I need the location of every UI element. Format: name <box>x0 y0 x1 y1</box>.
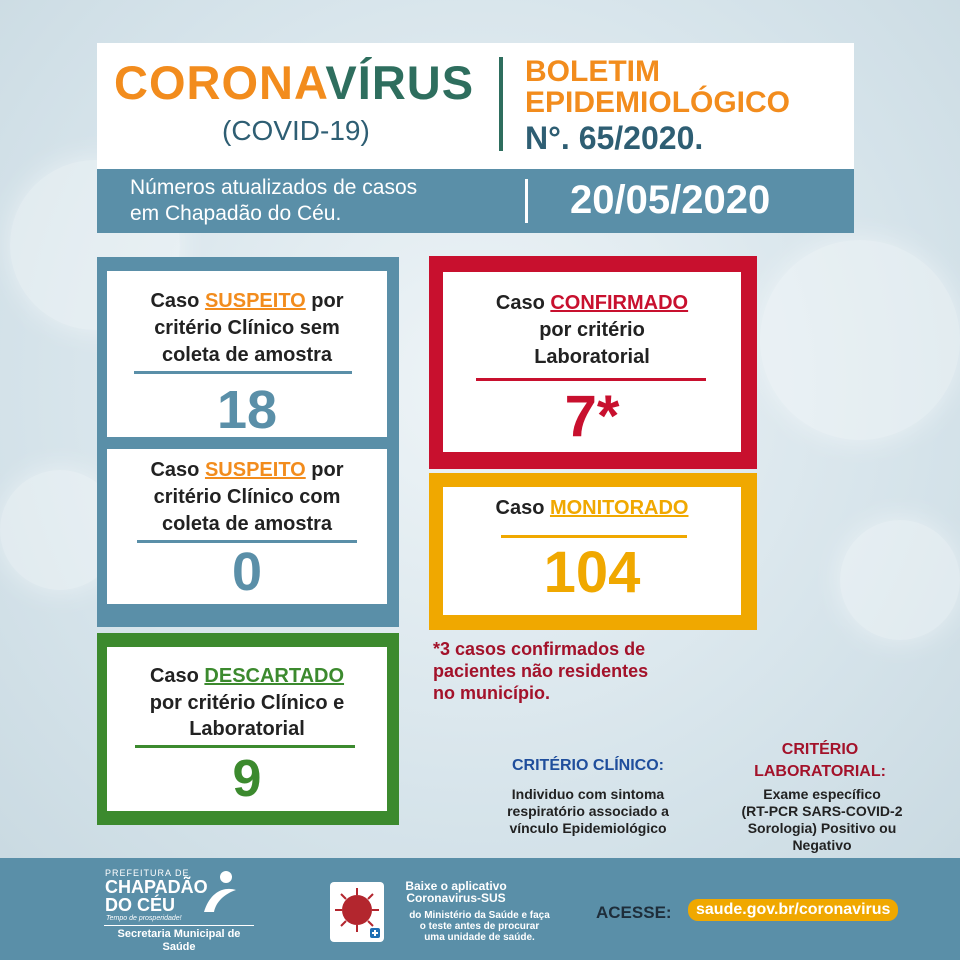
page-subtitle: (COVID-19) <box>222 115 370 146</box>
app-description-line: uma unidade de saúde. <box>424 932 535 943</box>
city-logo-name <box>105 878 208 914</box>
monitored-cases-panel <box>429 473 757 630</box>
update-bar <box>97 169 854 233</box>
card-label-line3: coleta de amostra <box>161 344 333 366</box>
discarded-cases-panel <box>97 633 399 825</box>
access-label: ACESSE: <box>596 903 672 922</box>
card-label <box>443 290 741 317</box>
update-description-line1: Números atualizados de casos <box>130 176 418 199</box>
virus-icon <box>330 882 384 942</box>
website-link[interactable]: saude.gov.br/coronavirus <box>688 899 898 921</box>
lab-criterion-title <box>740 739 900 783</box>
city-name-line2: DO CÉU <box>105 895 176 915</box>
confirmed-cases-panel <box>429 256 757 469</box>
city-logo-icon <box>200 868 240 916</box>
app-title-line2: Coronavirus-SUS <box>406 891 506 905</box>
case-count: 18 <box>216 380 278 440</box>
label-text: Caso <box>495 497 550 519</box>
bulletin-title-line1: BOLETIM <box>525 55 660 88</box>
health-secretariat-label <box>104 928 254 954</box>
label-keyword: SUSPEITO <box>204 459 306 481</box>
criterion-line: Individuo com sintoma <box>511 786 665 802</box>
card-monitorado <box>443 487 741 615</box>
case-count: 0 <box>231 542 263 602</box>
card-label-line2: critério Clínico com <box>153 486 341 508</box>
app-title-line1: Baixe o aplicativo <box>405 879 507 893</box>
prefeitura-label: PREFEITURA DE <box>105 868 190 878</box>
label-text: por <box>305 459 344 481</box>
virus-background-decoration <box>840 520 960 640</box>
card-label-line2: por critério Clínico e <box>149 692 345 714</box>
suspect-cases-panel <box>97 257 399 627</box>
label-text: por <box>305 290 344 312</box>
card-suspeito-com-coleta <box>107 449 387 604</box>
secretariat-line2: Saúde <box>162 941 196 953</box>
card-divider <box>476 378 706 381</box>
page-title <box>114 55 474 110</box>
label-keyword: SUSPEITO <box>204 290 306 312</box>
footnote-line2: pacientes não residentes <box>433 661 649 681</box>
lab-criterion-title-line2: LABORATORIAL: <box>754 763 886 780</box>
city-tagline: Tempo de prosperidade! <box>106 915 182 922</box>
title-part-virus: VÍRUS <box>325 56 475 109</box>
bulletin-title <box>525 56 790 118</box>
criterion-line: Negativo <box>792 837 852 853</box>
update-description-line2: em Chapadão do Céu. <box>130 202 342 225</box>
card-divider <box>134 371 352 374</box>
clinical-criterion-description <box>478 786 698 837</box>
bulletin-number: N°. 65/2020. <box>525 120 704 156</box>
secretariat-line1: Secretaria Municipal de <box>117 928 241 940</box>
virus-background-decoration <box>760 240 960 440</box>
bulletin-title-line2: EPIDEMIOLÓGICO <box>525 86 791 119</box>
app-download-title <box>390 880 522 904</box>
card-label <box>107 457 387 484</box>
clinical-criterion-title: CRITÉRIO CLÍNICO: <box>512 757 664 774</box>
card-label-line3: Laboratorial <box>189 718 305 740</box>
update-description <box>130 175 417 227</box>
card-label-line2: critério Clínico sem <box>154 317 340 339</box>
card-label <box>107 288 387 315</box>
criterion-line: respiratório associado a <box>507 803 669 819</box>
label-text: Caso <box>495 292 551 314</box>
app-description-line: o teste antes de procurar <box>419 921 540 932</box>
label-text: Caso <box>150 290 205 312</box>
criterion-line: Sorologia) Positivo ou <box>747 820 897 836</box>
card-suspeito-sem-coleta <box>107 271 387 440</box>
footnote-line1: *3 casos confirmados de <box>433 639 646 659</box>
case-count: 9 <box>232 750 262 808</box>
lab-criterion-title-line1: CRITÉRIO <box>781 741 859 758</box>
update-date: 20/05/2020 <box>570 178 771 222</box>
update-bar-divider <box>525 179 528 223</box>
criterion-line: Exame específico <box>763 786 881 802</box>
logo-divider <box>104 925 254 926</box>
label-keyword: DESCARTADO <box>204 665 345 687</box>
label-text: Caso <box>149 665 205 687</box>
card-label-line3: coleta de amostra <box>161 513 333 535</box>
city-name-line1: CHAPADÃO <box>105 877 208 897</box>
label-text: Caso <box>150 459 205 481</box>
coronavirus-sus-app-icon <box>330 882 384 942</box>
label-keyword: MONITORADO <box>549 497 689 519</box>
header-divider <box>499 57 503 151</box>
footnote-line3: no município. <box>433 683 550 703</box>
case-count: 7* <box>564 384 620 449</box>
card-divider <box>501 535 687 538</box>
label-keyword: CONFIRMADO <box>550 292 689 314</box>
criterion-line: (RT-PCR SARS-COVID-2 <box>741 803 903 819</box>
criterion-line: vínculo Epidemiológico <box>509 820 667 836</box>
card-label-line2: por critério <box>539 319 645 341</box>
app-description-line: do Ministério da Saúde e faça <box>409 910 550 921</box>
card-label <box>107 663 387 690</box>
header-banner <box>97 43 854 169</box>
card-confirmado <box>443 272 741 452</box>
case-count: 104 <box>543 540 641 605</box>
confirmed-cases-footnote <box>433 638 648 704</box>
card-label <box>443 495 741 522</box>
lab-criterion-description <box>722 786 922 854</box>
title-part-corona: CORONA <box>114 56 326 109</box>
card-divider <box>135 745 355 748</box>
card-label-line3: Laboratorial <box>534 346 650 368</box>
card-descartado <box>107 647 387 811</box>
app-download-description <box>392 910 567 943</box>
